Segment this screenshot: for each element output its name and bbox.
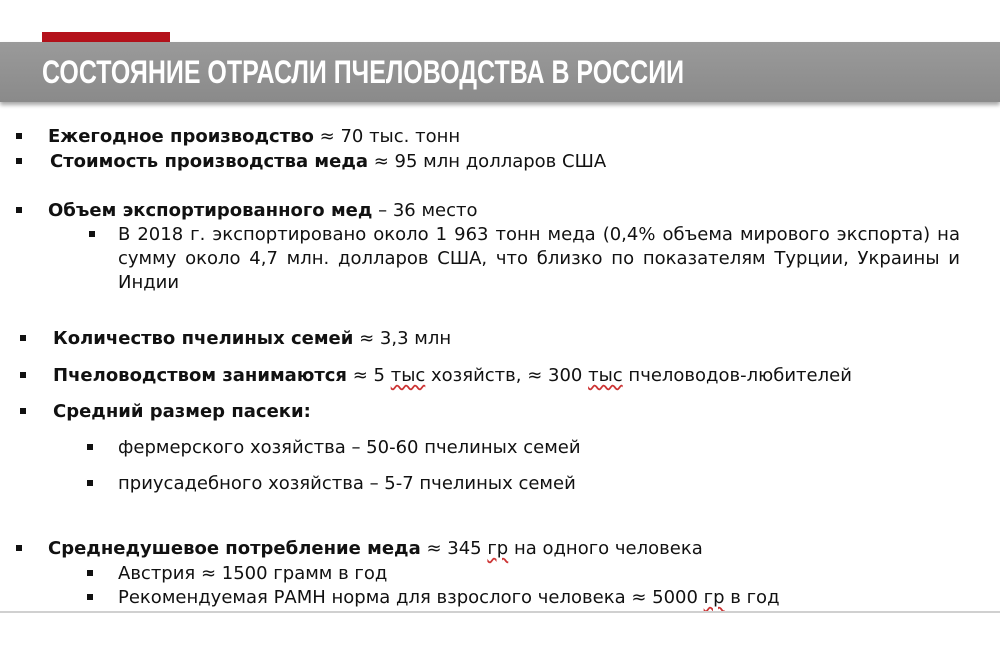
bullet-icon xyxy=(16,207,22,213)
item-apiary-text: Средний размер пасеки: xyxy=(53,401,311,422)
item-consumption-text: Среднедушевое потребление меда ≈ 345 гр на одного человека xyxy=(48,538,703,559)
bullet-icon xyxy=(20,408,26,414)
item-austria-text: Австрия ≈ 1500 грамм в год xyxy=(118,563,388,584)
item-production-text: Ежегодное производство ≈ 70 тыс. тонн xyxy=(48,126,461,147)
sub-bullet-icon xyxy=(87,480,93,486)
item-cost-text: Стоимость производства меда ≈ 95 млн долларов США xyxy=(50,151,607,172)
sub-bullet-icon xyxy=(87,594,93,600)
item-beekeepers-text: Пчеловодством занимаются ≈ 5 тыс хозяйств, ≈ 300 тыс пчеловодов-любителей xyxy=(53,365,852,386)
item-colonies-text: Количество пчелиных семей ≈ 3,3 млн xyxy=(53,328,452,349)
sub-bullet-icon xyxy=(87,444,93,450)
sub-bullet-icon xyxy=(89,231,95,237)
title-accent-bar xyxy=(42,32,170,42)
page-title: СОСТОЯНИЕ ОТРАСЛИ ПЧЕЛОВОДСТВА В РОССИИ xyxy=(42,54,685,90)
item-export-text: Объем экспортированного мед – 36 место xyxy=(48,200,478,221)
export-detail: В 2018 г. экспортировано около 1 963 тонн меда (0,4% объема мирового экспорта) на сумму около 4,7 млн. долларов США, что близко по показателям Турции, Украины и Индии xyxy=(118,224,960,293)
bullet-icon xyxy=(20,335,26,341)
item-ramn-text: Рекомендуемая РАМН норма для взрослого человека ≈ 5000 гр в год xyxy=(118,587,780,608)
item-apiary-household-text: приусадебного хозяйства – 5-7 пчелиных семей xyxy=(118,473,576,494)
bullet-icon xyxy=(20,372,26,378)
bullet-icon xyxy=(16,133,22,139)
bullet-icon xyxy=(16,545,22,551)
title-bar xyxy=(0,42,1000,102)
sub-bullet-icon xyxy=(87,570,93,576)
bullet-icon xyxy=(16,158,22,164)
item-apiary-farm-text: фермерского хозяйства – 50-60 пчелиных семей xyxy=(118,437,581,458)
bottom-divider xyxy=(0,611,1000,613)
